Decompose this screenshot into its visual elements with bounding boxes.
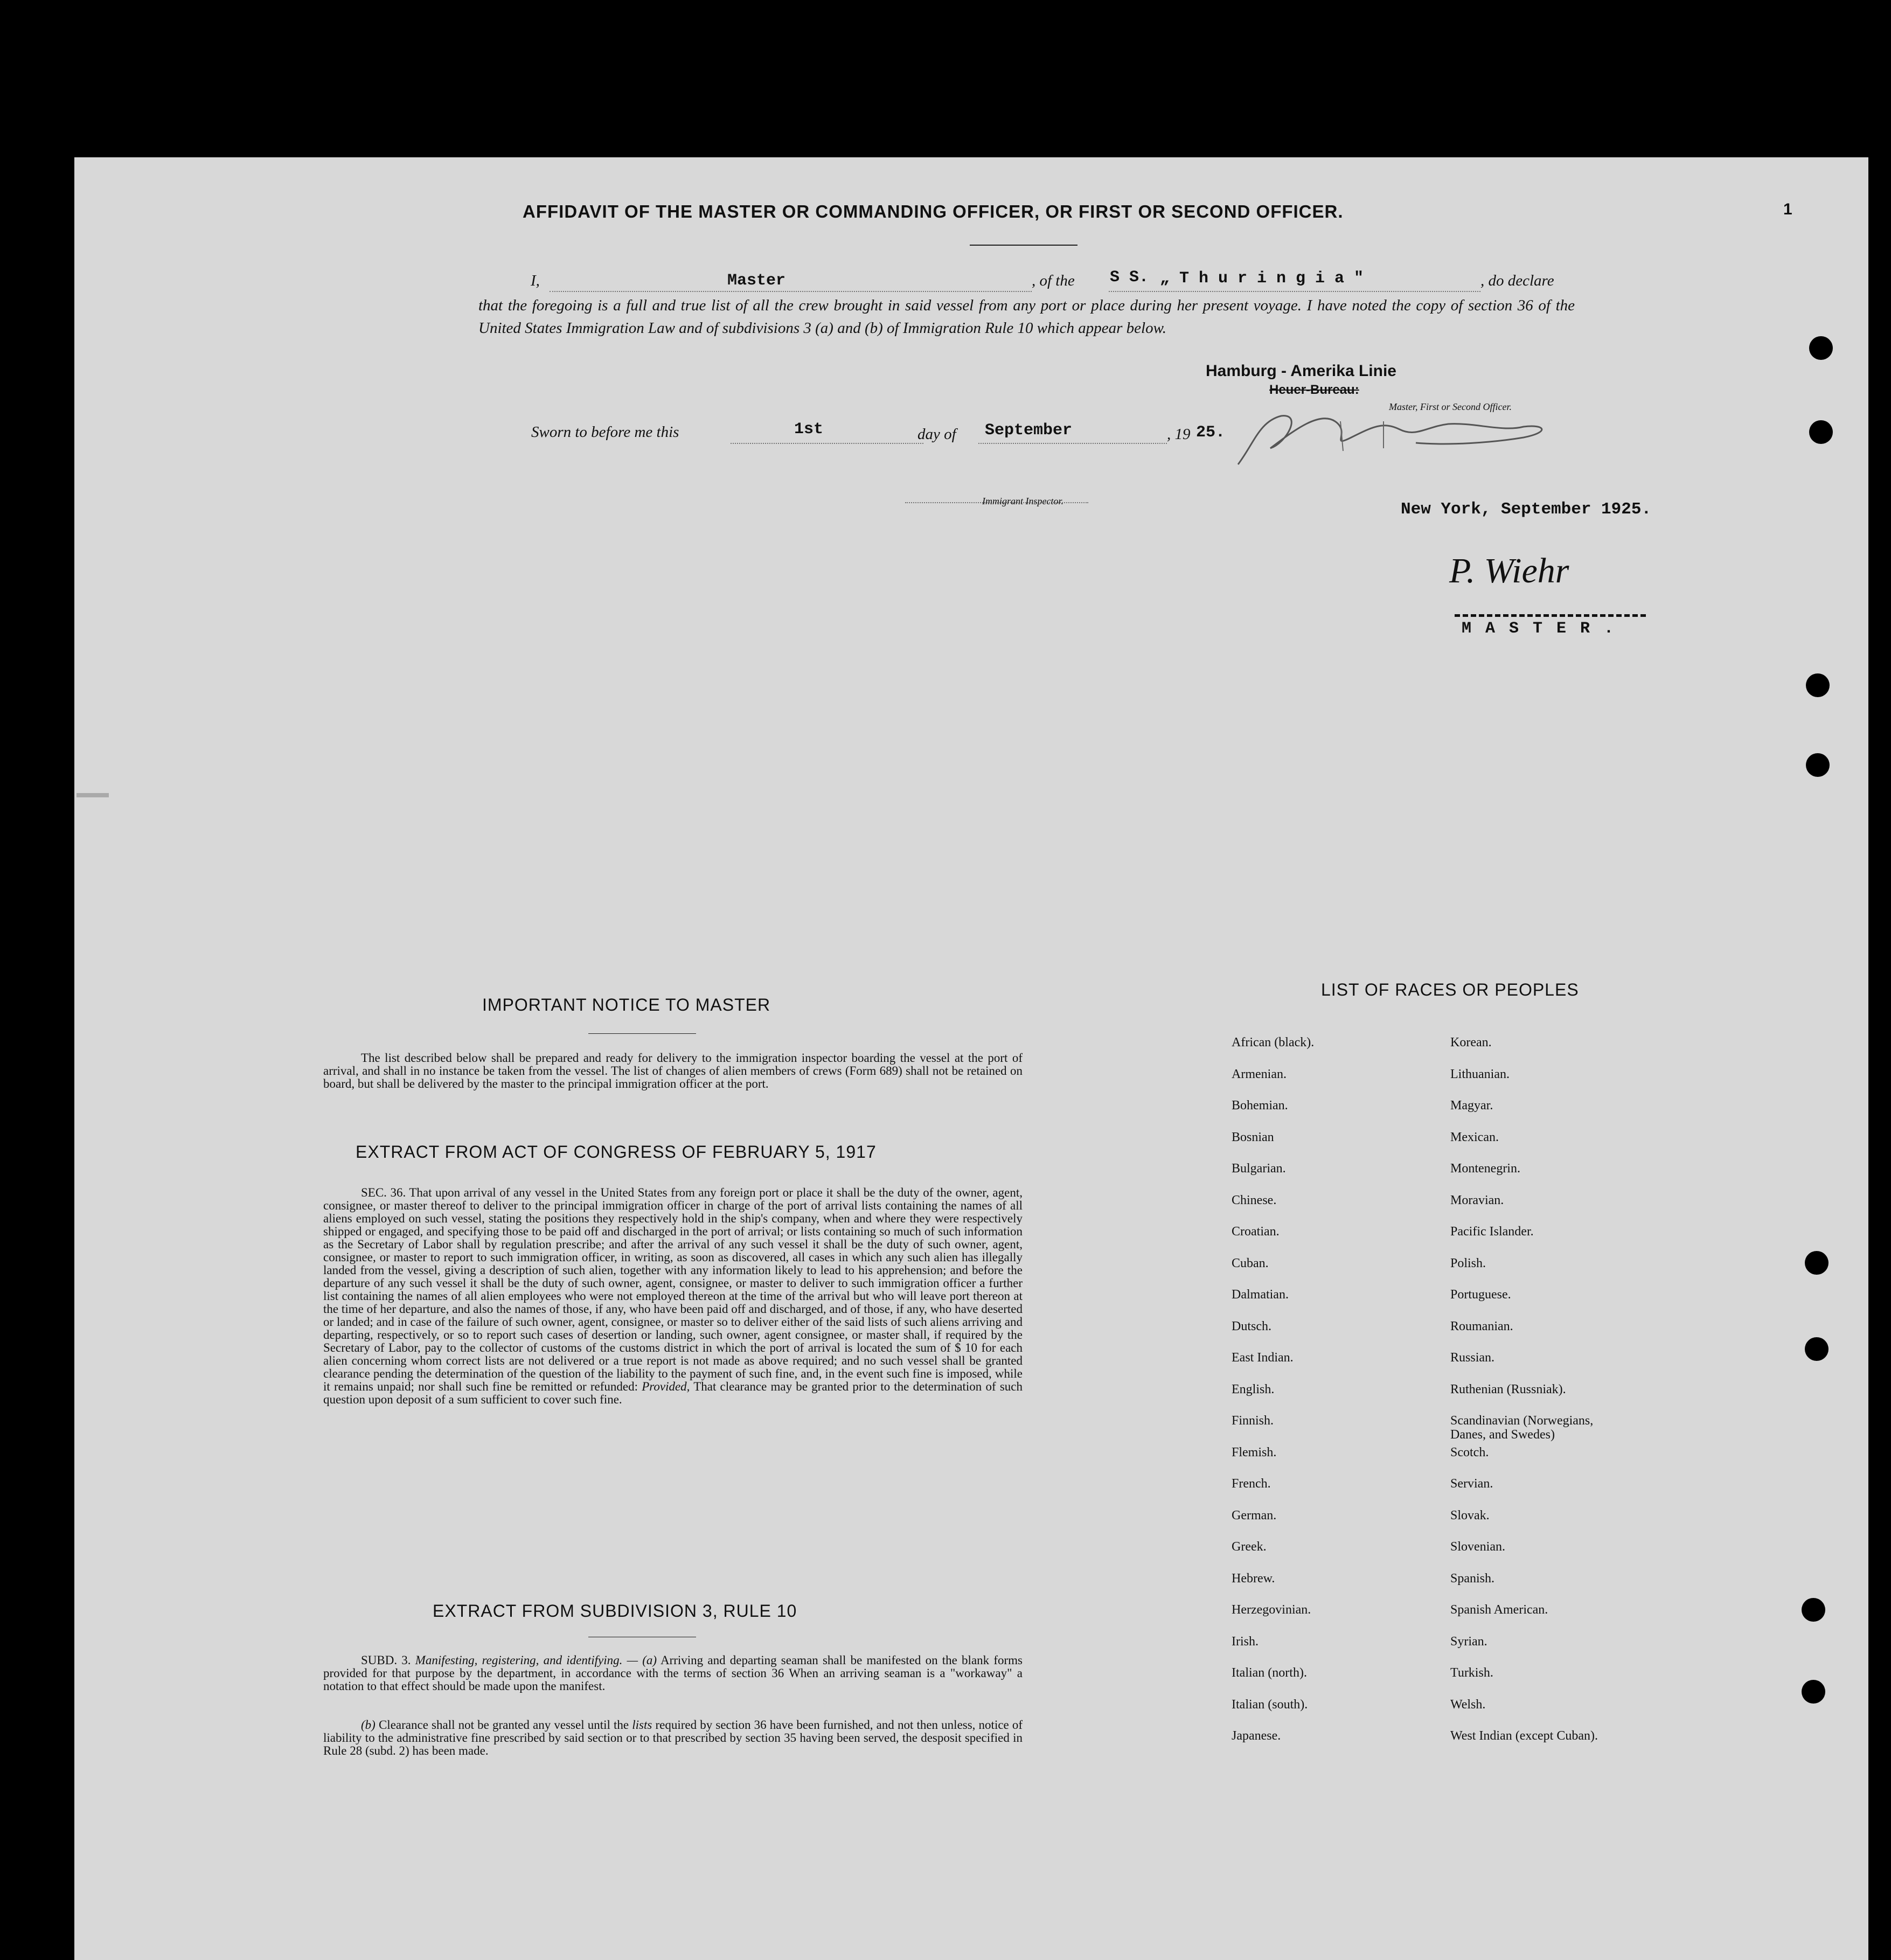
affidavit-title: AFFIDAVIT OF THE MASTER OR COMMANDING OFFICER, OR FIRST OR SECOND OFFICER.: [523, 201, 1344, 221]
of-the-label: , of the: [1032, 272, 1075, 289]
race-item: Cuban.: [1232, 1256, 1269, 1270]
subd-a-body: Arriving and departing seaman shall be manifested on the blank forms provided for that purpose by the department, in accordance with the terms of section 36 When an arriving seaman is a "workaway" a notation to that effect should be made upon the manifest.: [323, 1653, 1023, 1693]
title-underline: [970, 245, 1077, 246]
page-mark: 1: [1783, 200, 1792, 218]
race-item: Italian (north).: [1232, 1666, 1307, 1680]
race-item: Greek.: [1232, 1540, 1267, 1554]
race-item: Bosnian: [1232, 1130, 1274, 1144]
punch-hole: [1802, 1598, 1825, 1622]
subd-b-body-1: Clearance shall not be granted any vessel until the: [378, 1718, 629, 1732]
race-item: Polish.: [1450, 1256, 1486, 1270]
officer-signature: [1222, 400, 1556, 470]
affidavit-body: that the foregoing is a full and true list of all the crew brought in said vessel from any port or place during her present voyage. I have noted the copy of section 36 of the United States Immigration Law and of subdivisions 3 (a) and (b) of Immigration Rule 10 which appear below.: [478, 297, 1575, 337]
race-item: Roumanian.: [1450, 1319, 1513, 1333]
punch-hole: [1805, 1337, 1829, 1361]
subd-b-lists: lists: [632, 1718, 652, 1732]
race-item: Finnish.: [1232, 1414, 1274, 1428]
race-item: Herzegovinian.: [1232, 1603, 1311, 1617]
day-of-label: day of: [917, 426, 956, 443]
race-item: Scotch.: [1450, 1445, 1489, 1459]
extract-act-body: SEC. 36. That upon arrival of any vessel in the United States from any foreign port or place it shall be the duty of the owner, agent, consignee, or master thereof to deliver to the principal immigration officer in charge of the port of arrival lists containing the names of all aliens employed on such vessel, stating the positions they respectively hold in the ship's company, when and where they were respectively shipped or engaged, and specifying those to be paid off and discharged in the port of arrival; or lists containing so much of such information as the Secretary of Labor shall by regulation prescribe; and after the arrival of any such vessel it shall be the duty of such owner, agent, consignee, or master to report to such immigration officer, in writing, as soon as discovered, all cases in which any such alien has illegally landed from the vessel, giving a description of such alien, together with any information likely to lead to his apprehension; and before the departure of any such vessel it shall be the duty of such owner, agent, consignee, or master to deliver to such immigration officer a further list containing the names of all alien employees who were not employed thereon at the time of the arrival but who will leave port thereon at the time of her departure, and also the names of those, if any, who have been paid off and discharged, and of those, if any, who have deserted or landed; and in case of the failure of such owner, agent, consignee, or master so to deliver either of the said lists of such aliens arriving and departing, respectively, or so to report such cases of desertion or landing, such owner, agent consignee, or master shall, if required by the Secretary of Labor, pay to the collector of customs of the customs district in which the port of arrival is located the sum of $ 10 for each alien concerning whom correct lists are not delivered or a true report is not made as above required; and no such vessel shall be granted clearance pending the determination of the question of the liability to the payment of such fine, and, in the event such fine is imposed, while it remains unpaid; nor shall such fine be remitted or refunded:: [323, 1186, 1023, 1393]
race-item: Slovak.: [1450, 1508, 1490, 1523]
signer-caption: Master, First or Second Officer.: [1389, 401, 1512, 412]
subd-b-body-2: required by section 36 have been furnished, and not then unless, notice of liability to the administrative fine prescribed by said section or to that prescribed by section 35 having been served, the desposit specified in Rule 28 (subd. 2) has been made.: [323, 1718, 1023, 1757]
race-item: Mexican.: [1450, 1130, 1499, 1144]
notice-title: IMPORTANT NOTICE TO MASTER: [482, 995, 771, 1014]
race-item: Irish.: [1232, 1634, 1259, 1649]
do-declare-label: , do declare: [1480, 272, 1554, 289]
extract-act-text: [323, 1186, 1023, 1406]
race-item: English.: [1232, 1382, 1275, 1396]
day-value: 1st: [794, 420, 824, 439]
extract-act-provided: Provided,: [642, 1380, 690, 1393]
race-item: Welsh.: [1450, 1697, 1486, 1712]
race-item: Magyar.: [1450, 1099, 1493, 1113]
punch-hole: [1806, 753, 1830, 777]
race-item: Moravian.: [1450, 1193, 1504, 1207]
extract-subd-title: EXTRACT FROM SUBDIVISION 3, RULE 10: [433, 1601, 797, 1621]
race-item: Portuguese.: [1450, 1288, 1511, 1302]
subd-a-heading: Manifesting, registering, and identifying. — (a): [415, 1653, 657, 1667]
races-title: LIST OF RACES OR PEOPLES: [1321, 980, 1579, 999]
notice-text: The list described below shall be prepared and ready for delivery to the immigration inspector boarding the vessel at the port of arrival, and shall in no instance be taken from the vessel. The list of changes of alien members of crews (Form 689) shall not be retained on board, but shall be delivered by the master to the principal immigration officer at the port.: [323, 1051, 1023, 1090]
inspector-caption: Immigrant Inspector.: [982, 496, 1063, 506]
race-item: Spanish.: [1450, 1571, 1495, 1586]
race-item: Russian.: [1450, 1351, 1495, 1365]
race-item: Chinese.: [1232, 1193, 1277, 1207]
subd-b-text: [323, 1719, 1023, 1757]
race-item: Syrian.: [1450, 1634, 1487, 1649]
punch-hole: [1809, 336, 1833, 360]
race-item: Armenian.: [1232, 1067, 1287, 1081]
race-item: Slovenian.: [1450, 1540, 1505, 1554]
subd-a-text: [323, 1654, 1023, 1693]
punch-hole: [1805, 1251, 1829, 1275]
extract-act-end: That clearance may be granted prior to the determination of such question upon deposit of a sum sufficient to cover such fine.: [323, 1380, 1023, 1406]
extract-act-title: EXTRACT FROM ACT OF CONGRESS OF FEBRUARY 5, 1917: [356, 1142, 877, 1162]
document-page: [74, 157, 1868, 1960]
race-item: Flemish.: [1232, 1445, 1277, 1459]
signature-line: [1455, 614, 1646, 617]
master-signature: P. Wiehr: [1449, 551, 1569, 590]
race-item: Scandinavian (Norwegians, Danes, and Swedes): [1450, 1414, 1594, 1442]
edge-mark: [77, 793, 109, 797]
race-item: Italian (south).: [1232, 1697, 1308, 1712]
punch-hole: [1806, 673, 1830, 697]
race-item: Japanese.: [1232, 1729, 1281, 1743]
race-item: Servian.: [1450, 1477, 1493, 1491]
race-item: French.: [1232, 1477, 1271, 1491]
ship-name: „ T h u r i n g i a ": [1160, 269, 1364, 288]
sworn-label: Sworn to before me this: [531, 423, 679, 441]
place-date: New York, September 1925.: [1401, 500, 1652, 519]
subd-b-label: (b): [361, 1718, 376, 1732]
race-item: Ruthenian (Russniak).: [1450, 1382, 1566, 1396]
race-item: Croatian.: [1232, 1225, 1280, 1239]
race-item: Montenegrin.: [1450, 1162, 1520, 1176]
race-item: German.: [1232, 1508, 1277, 1523]
race-item: West Indian (except Cuban).: [1450, 1729, 1598, 1743]
month-value: September: [985, 421, 1073, 440]
punch-hole: [1802, 1680, 1825, 1704]
race-item: Spanish American.: [1450, 1603, 1548, 1617]
company-stamp-line2: Heuer-Bureau:: [1269, 383, 1359, 397]
race-item: African (black).: [1232, 1035, 1315, 1049]
year-value: 25.: [1196, 423, 1226, 442]
race-item: Turkish.: [1450, 1666, 1493, 1680]
race-item: East Indian.: [1232, 1351, 1294, 1365]
affidavit-i-label: I,: [531, 272, 540, 289]
race-item: Korean.: [1450, 1035, 1492, 1049]
race-item: Bohemian.: [1232, 1099, 1288, 1113]
race-item: Dalmatian.: [1232, 1288, 1289, 1302]
race-item: Hebrew.: [1232, 1571, 1275, 1586]
race-item: Lithuanian.: [1450, 1067, 1510, 1081]
master-typed: Master: [727, 272, 786, 290]
race-item: Bulgarian.: [1232, 1162, 1286, 1176]
race-item: Pacific Islander.: [1450, 1225, 1534, 1239]
punch-hole: [1809, 420, 1833, 444]
year-prefix: , 19: [1167, 426, 1191, 443]
subd-a-label: SUBD. 3.: [361, 1653, 411, 1667]
master-caption: M A S T E R .: [1462, 620, 1616, 638]
ship-prefix: S S.: [1110, 268, 1149, 287]
race-item: Dutsch.: [1232, 1319, 1271, 1333]
company-stamp-line1: Hamburg - Amerika Linie: [1206, 362, 1396, 380]
